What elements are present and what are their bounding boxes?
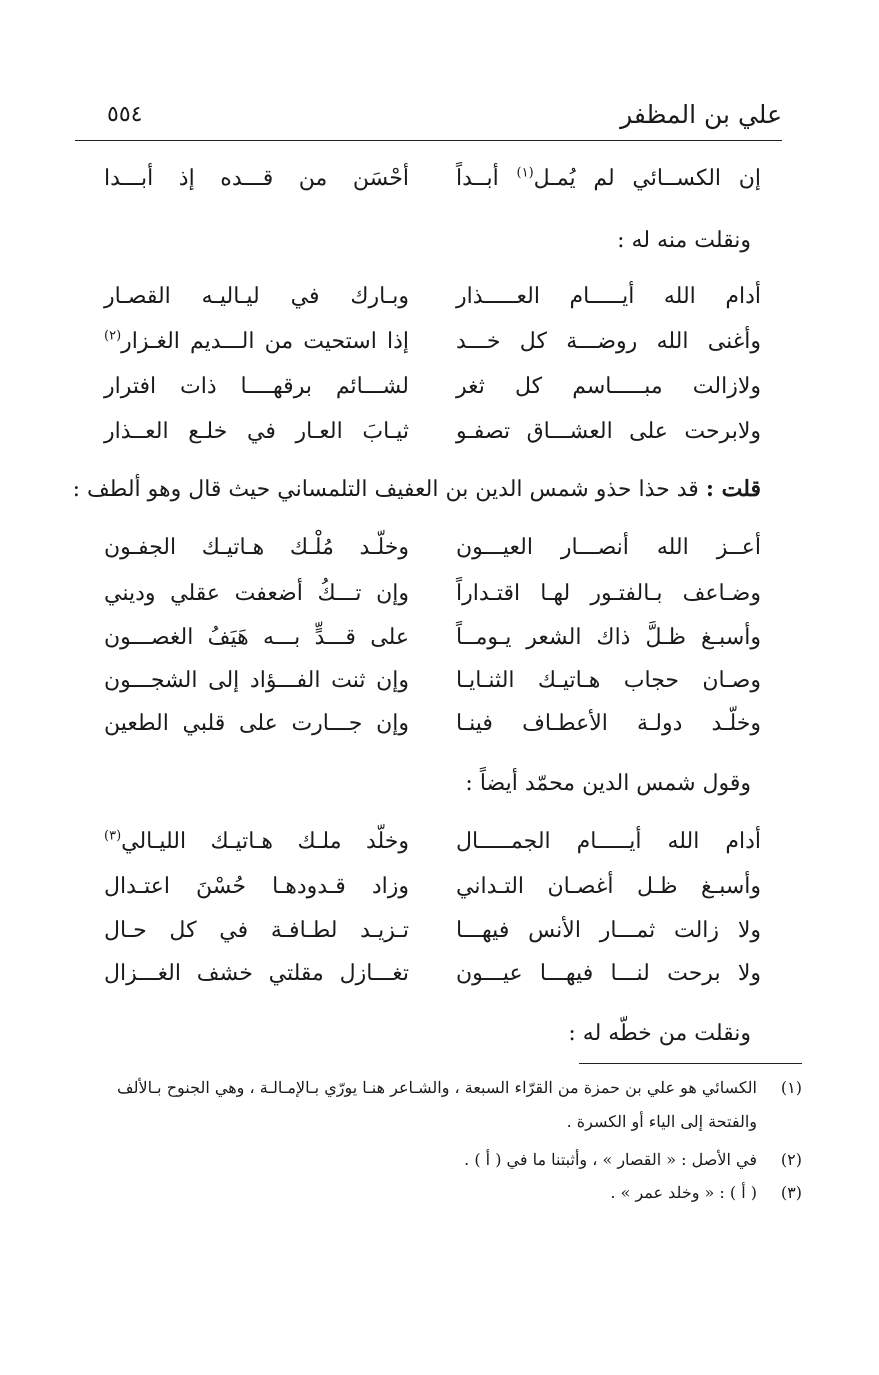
- page-number: ٥٥٤: [107, 102, 143, 127]
- first-hemistich: وأسبـغ ظـل أغصـان التـداني: [456, 874, 761, 899]
- second-hemistich: لشـــائم برقهــــا ذات افترار: [104, 374, 409, 399]
- second-hemistich: وبـارك في ليـاليـه القصـار: [104, 284, 409, 309]
- second-hemistich: وإن تـــكُ أضعفت عقلي وديني: [104, 581, 409, 606]
- first-hemistich: أعــز الله أنصـــار العيـــون: [456, 535, 761, 560]
- running-title: علي بن المظفر: [620, 100, 782, 129]
- verse-line: [0, 535, 879, 575]
- first-hemistich: وصـان حجاب هـاتيـك الثنـايـا: [456, 668, 761, 693]
- intro-line: ونقلت منه له :: [617, 228, 751, 253]
- verse-line: [0, 374, 879, 414]
- second-hemistich: أحْسَن من قـــده إذ أبـــدا: [104, 166, 409, 191]
- first-hemistich: ولابرحت على العشـــاق تصفـو: [456, 419, 761, 444]
- verse-line: [0, 329, 879, 369]
- footnote-rule: [579, 1063, 802, 1064]
- footnote-number: (١): [780, 1078, 802, 1097]
- second-hemistich: ثيـابَ العـار في خلـع العــذار: [104, 419, 409, 444]
- second-hemistich: على قـــدٍّ بـــه هَيَفُ الغصـــون: [104, 625, 409, 650]
- intro-line: ونقلت من خطّه له :: [568, 1021, 751, 1046]
- footnote-number: (٢): [780, 1150, 802, 1169]
- first-hemistich: ولا زالت ثمـــار الأنس فيهـــا: [456, 918, 761, 943]
- first-hemistich: ولا برحت لنـــا فيهـــا عيـــون: [456, 961, 761, 986]
- verse-line: [0, 961, 879, 1001]
- footnote-number: (٣): [780, 1183, 802, 1202]
- second-hemistich: وخلّد ملـك هـاتيـك الليـالي$^{(٣)}$: [104, 828, 409, 854]
- second-hemistich: وزاد قـدودهـا حُسْنَ اعتـدال: [104, 874, 409, 899]
- verse-line: [0, 284, 879, 324]
- verse-line: [0, 711, 879, 751]
- first-hemistich: وخلّـد دولـة الأعطـاف فينـا: [456, 711, 761, 736]
- footnote-text: في الأصل : « القصار » ، وأثبتنا ما في ( أ ) .: [464, 1150, 757, 1169]
- verse-line: [0, 166, 879, 206]
- second-hemistich: وخلّـد مُلْـك هـاتيـك الجفـون: [104, 535, 409, 560]
- first-hemistich: وضـاعف بـالفتـور لهـا اقتـداراً: [456, 581, 761, 606]
- first-hemistich: إن الكســائي لم يُمـل$^{(١)}$ أبــداً: [456, 165, 762, 191]
- second-hemistich: تـزيـد لطـافـة في كل حـال: [104, 918, 409, 943]
- second-hemistich: إذا استحيت من الـــديم الغـزار$^{(٢)}$: [104, 328, 409, 354]
- footnote-text: ( أ ) : « وخلد عمر » .: [610, 1183, 757, 1202]
- first-hemistich: وأغنى الله روضـــة كل خـــد: [456, 329, 761, 354]
- first-hemistich: أدام الله أيـــــام العـــــذار: [456, 284, 761, 309]
- intro-line: وقول شمس الدين محمّد أيضاً :: [465, 771, 751, 796]
- footnote-marker: (٣): [104, 828, 122, 844]
- footnote-marker: (٢): [104, 328, 122, 344]
- first-hemistich: ولازالت مبـــــاسم كل ثغر: [456, 374, 761, 399]
- second-hemistich: وإن ثنت الفـــؤاد إلى الشجـــون: [104, 668, 409, 693]
- comment-text: قد حذا حذو شمس الدين بن العفيف التلمساني حيث قال وهو ألطف :: [72, 477, 706, 502]
- first-hemistich: أدام الله أيـــــام الجمـــــال: [456, 829, 761, 854]
- first-hemistich: وأسبـغ ظـلَّ ذاك الشعر يـومــاً: [456, 625, 761, 650]
- second-hemistich: تغـــازل مقلتي خشف الغـــزال: [104, 961, 409, 986]
- header-rule: [75, 140, 782, 141]
- verse-line: [0, 918, 879, 958]
- verse-line: [0, 874, 879, 914]
- verse-line: [0, 668, 879, 708]
- page-header: [75, 100, 782, 136]
- comment-label: قلت :: [705, 476, 761, 502]
- footnote-text: الكسائي هو علي بن حمزة من القرّاء السبعة ، والشـاعر هنـا يورّي بـالإمـالـة ، وهي الجنوح بـالألف: [117, 1078, 757, 1097]
- comment-line: [73, 476, 761, 502]
- footnote-marker: (١): [516, 165, 534, 181]
- verse-line: [0, 625, 879, 665]
- verse-line: [0, 829, 879, 869]
- verse-line: [0, 581, 879, 621]
- verse-line: [0, 419, 879, 459]
- footnote-text-continued: والفتحة إلى الياء أو الكسرة .: [566, 1112, 757, 1131]
- second-hemistich: وإن جـــارت على قلبي الطعين: [104, 711, 409, 736]
